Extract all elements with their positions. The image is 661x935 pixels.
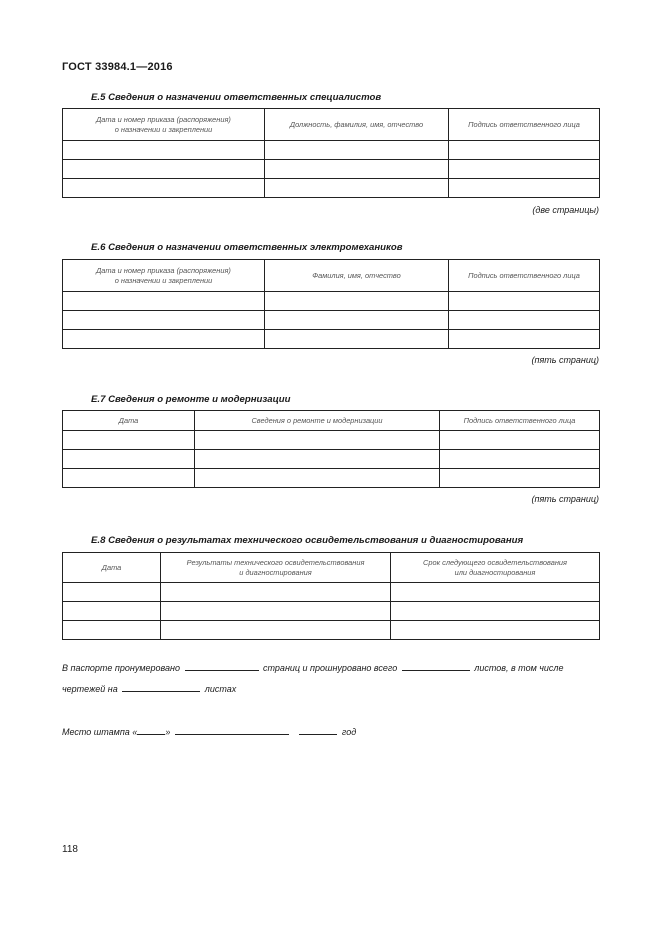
table-row <box>63 311 600 330</box>
stamp-month-blank[interactable] <box>175 724 289 735</box>
table-row <box>63 330 600 349</box>
section-title-e5: Е.5 Сведения о назначении ответственных специалистов <box>91 92 382 103</box>
table-cell[interactable] <box>63 311 265 330</box>
table-cell[interactable] <box>449 311 600 330</box>
stamp-year-label: год <box>341 727 357 737</box>
table-e5 <box>62 108 600 198</box>
table-cell[interactable] <box>391 602 600 621</box>
drawings-sheets-blank[interactable] <box>122 681 200 692</box>
table-cell[interactable] <box>63 602 161 621</box>
table-cell[interactable] <box>265 311 449 330</box>
table-cell[interactable] <box>195 469 440 488</box>
table-row <box>63 292 600 311</box>
table-cell[interactable] <box>449 160 600 179</box>
page-number: 118 <box>62 844 78 855</box>
section-title-e8: Е.8 Сведения о результатах технического освидетельствования и диагностирования <box>91 535 524 546</box>
section-title-e6: Е.6 Сведения о назначении ответственных электромехаников <box>91 242 403 253</box>
table-cell[interactable] <box>63 330 265 349</box>
column-header: Должность, фамилия, имя, отчество <box>265 109 449 141</box>
table-cell[interactable] <box>449 141 600 160</box>
table-row <box>63 431 600 450</box>
numbering-text-3: листов, в том числе <box>474 663 564 673</box>
table-row <box>63 160 600 179</box>
column-header: Дата и номер приказа (распоряжения) о назначении и закреплении <box>63 109 265 141</box>
table-row <box>63 621 600 640</box>
table-cell[interactable] <box>449 292 600 311</box>
drawings-statement <box>62 681 236 694</box>
column-header: Фамилия, имя, отчество <box>265 260 449 292</box>
table-e6 <box>62 259 600 349</box>
column-header: Дата <box>63 411 195 431</box>
table-row <box>63 602 600 621</box>
table-row <box>63 179 600 198</box>
table-e7 <box>62 410 600 488</box>
table-cell[interactable] <box>265 141 449 160</box>
table-cell[interactable] <box>440 450 600 469</box>
table-e8 <box>62 552 600 640</box>
table-cell[interactable] <box>440 431 600 450</box>
table-cell[interactable] <box>265 160 449 179</box>
table-cell[interactable] <box>265 179 449 198</box>
numbering-statement <box>62 660 564 673</box>
table-cell[interactable] <box>63 621 161 640</box>
column-header: Дата <box>63 553 161 583</box>
table-cell[interactable] <box>63 141 265 160</box>
table-cell[interactable] <box>449 179 600 198</box>
table-cell[interactable] <box>195 431 440 450</box>
table-cell[interactable] <box>265 292 449 311</box>
column-header: Подпись ответственного лица <box>449 109 600 141</box>
table-row <box>63 450 600 469</box>
table-row <box>63 141 600 160</box>
table-cell[interactable] <box>440 469 600 488</box>
document-header: ГОСТ 33984.1—2016 <box>62 61 173 73</box>
stamp-year-blank[interactable] <box>299 724 337 735</box>
stamp-day-blank[interactable] <box>137 724 165 735</box>
numbering-text-2: страниц и прошнуровано всего <box>263 663 398 673</box>
drawings-text-1: чертежей на <box>62 684 118 694</box>
table-cell[interactable] <box>63 160 265 179</box>
table-cell[interactable] <box>391 583 600 602</box>
table-cell[interactable] <box>63 583 161 602</box>
column-header: Сведения о ремонте и модернизации <box>195 411 440 431</box>
table-cell[interactable] <box>63 450 195 469</box>
column-header: Результаты технического освидетельствования и диагностирования <box>161 553 391 583</box>
column-header: Срок следующего освидетельствования или диагностирования <box>391 553 600 583</box>
page-count-note: (пять страниц) <box>531 355 599 365</box>
stamp-quote-close: » <box>165 727 171 737</box>
table-cell[interactable] <box>391 621 600 640</box>
numbering-text-1: В паспорте пронумеровано <box>62 663 180 673</box>
table-cell[interactable] <box>161 583 391 602</box>
table-cell[interactable] <box>63 292 265 311</box>
table-cell[interactable] <box>63 431 195 450</box>
column-header: Подпись ответственного лица <box>449 260 600 292</box>
table-row <box>63 583 600 602</box>
table-cell[interactable] <box>265 330 449 349</box>
drawings-text-2: листах <box>204 684 237 694</box>
page-count-note: (две страницы) <box>532 205 599 215</box>
table-cell[interactable] <box>195 450 440 469</box>
table-cell[interactable] <box>161 621 391 640</box>
page-count-note: (пять страниц) <box>531 494 599 504</box>
stamp-text: Место штампа « <box>62 727 138 737</box>
table-cell[interactable] <box>63 469 195 488</box>
table-cell[interactable] <box>63 179 265 198</box>
stamp-line <box>62 724 356 737</box>
table-cell[interactable] <box>449 330 600 349</box>
table-row <box>63 469 600 488</box>
column-header: Дата и номер приказа (распоряжения) о назначении и закреплении <box>63 260 265 292</box>
pages-numbered-blank[interactable] <box>185 660 259 671</box>
column-header: Подпись ответственного лица <box>440 411 600 431</box>
table-cell[interactable] <box>161 602 391 621</box>
section-title-e7: Е.7 Сведения о ремонте и модернизации <box>91 394 291 405</box>
sheets-total-blank[interactable] <box>402 660 470 671</box>
